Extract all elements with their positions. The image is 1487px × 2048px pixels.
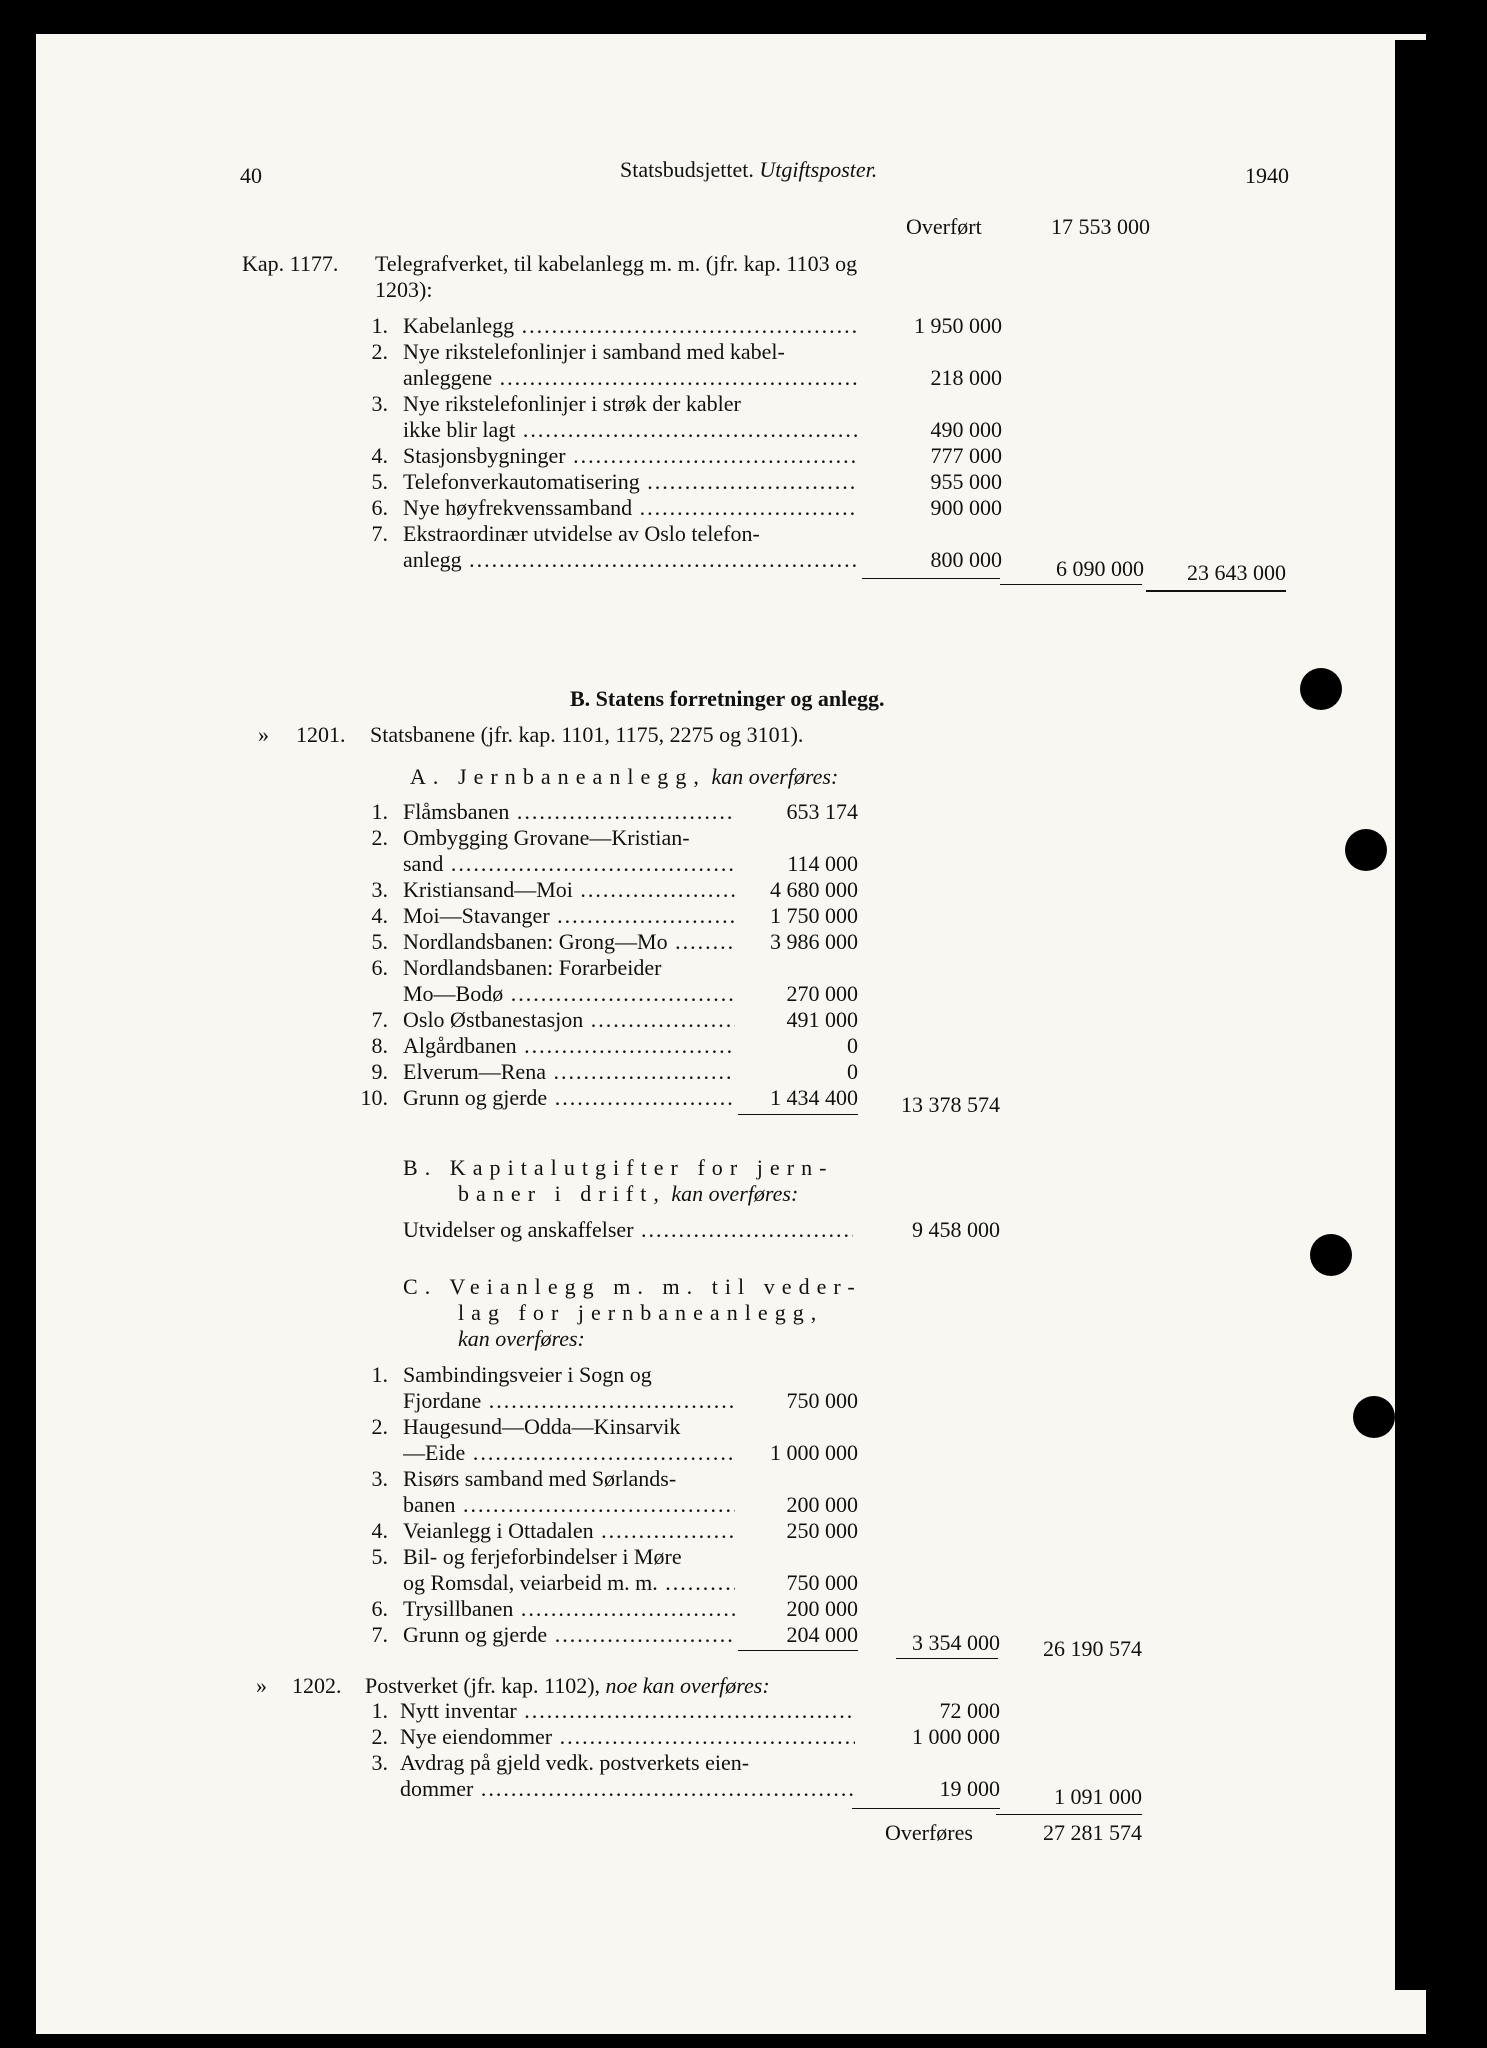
- item-amount: 250 000: [786, 1518, 858, 1543]
- rule: [862, 578, 1000, 579]
- rule: [852, 1808, 1000, 1809]
- item-number: 6.: [371, 1596, 388, 1621]
- item-number: 3.: [371, 1466, 388, 1491]
- kap-1201-a-heading: [410, 764, 838, 790]
- item-amount: 1 434 400: [770, 1085, 858, 1110]
- page-number: 40: [240, 163, 262, 188]
- item-label-cont: banen .....: [403, 1492, 735, 1518]
- item-label: Sambindingsveier i Sogn og: [403, 1362, 652, 1387]
- item-label: Stasjonsbygninger .....: [403, 443, 858, 469]
- kap-1201-a-heading-italic: kan overføres:: [711, 764, 839, 789]
- section-b-title: B. Statens forretninger og anlegg.: [570, 686, 885, 711]
- item-number: 9.: [371, 1059, 388, 1084]
- item-amount: 114 000: [787, 851, 858, 876]
- punch-hole: [1310, 1234, 1352, 1276]
- item-number: 7.: [371, 1007, 388, 1032]
- overfort-amount: 17 553 000: [1051, 214, 1150, 239]
- kap-1202-mark: »: [256, 1673, 267, 1698]
- kap-1201-b-item-amount: 9 458 000: [912, 1217, 1000, 1242]
- year: 1940: [1245, 163, 1289, 188]
- item-number: 2.: [371, 1414, 388, 1439]
- item-label: Kristiansand—Moi .....: [403, 877, 735, 903]
- item-amount: 3 986 000: [770, 929, 858, 954]
- item-label: Oslo Østbanestasjon .....: [403, 1007, 735, 1033]
- overfores-amount: 27 281 574: [1043, 1820, 1142, 1845]
- kap-1201-c-heading-cont: lag for jernbaneanlegg,: [458, 1300, 824, 1325]
- kap-1201-c-subtotal: 3 354 000: [912, 1630, 1000, 1655]
- item-amount: 72 000: [939, 1698, 1000, 1723]
- item-label: Bil- og ferjeforbindelser i Møre: [403, 1544, 682, 1569]
- kap-1201-b-heading-text: baner i drift,: [458, 1181, 666, 1206]
- item-amount: 218 000: [930, 365, 1002, 390]
- kap-1201-b-heading-italic: kan overføres:: [671, 1181, 799, 1206]
- item-number: 3.: [371, 1750, 388, 1775]
- kap-1201-number: 1201.: [296, 722, 346, 747]
- item-number: 1.: [371, 799, 388, 824]
- item-label: Avdrag på gjeld vedk. postverkets eien-: [400, 1750, 750, 1775]
- item-amount: 204 000: [786, 1622, 858, 1647]
- item-label-cont: Fjordane .....: [403, 1388, 735, 1414]
- item-number: 2.: [371, 339, 388, 364]
- item-label: Kabelanlegg .....: [403, 313, 858, 339]
- item-label: Algårdbanen .....: [403, 1033, 735, 1059]
- item-label: Grunn og gjerde .....: [403, 1622, 735, 1648]
- kap-1201-b-heading-cont: [458, 1181, 798, 1207]
- item-amount: 4 680 000: [770, 877, 858, 902]
- item-label: Ombygging Grovane—Kristian-: [403, 825, 690, 850]
- item-amount: 900 000: [930, 495, 1002, 520]
- kap-1177-title: Telegrafverket, til kabelanlegg m. m. (jfr. kap. 1103 og: [375, 251, 858, 276]
- item-label: Risørs samband med Sørlands-: [403, 1466, 677, 1491]
- running-head: [620, 157, 877, 183]
- item-number: 7.: [371, 521, 388, 546]
- scan-edge-right: [1395, 40, 1455, 1990]
- item-label: Veianlegg i Ottadalen .....: [403, 1518, 735, 1544]
- item-number: 8.: [371, 1033, 388, 1058]
- item-label-cont: —Eide .....: [403, 1440, 735, 1466]
- item-number: 3.: [371, 391, 388, 416]
- item-number: 1.: [371, 313, 388, 338]
- item-number: 6.: [371, 495, 388, 520]
- item-amount: 955 000: [930, 469, 1002, 494]
- item-amount: 19 000: [939, 1776, 1000, 1801]
- item-label: Grunn og gjerde .....: [403, 1085, 735, 1111]
- kap-1201-b-item-label: Utvidelser og anskaffelser .....: [403, 1217, 853, 1243]
- kap-1177-prefix: Kap. 1177.: [242, 251, 339, 276]
- item-number: 7.: [371, 1622, 388, 1647]
- kap-1202-title-italic: noe kan overføres:: [605, 1673, 770, 1698]
- item-amount: 777 000: [930, 443, 1002, 468]
- kap-1202-title-text: Postverket (jfr. kap. 1102),: [365, 1673, 601, 1698]
- kap-1201-a-heading-text: A. Jernbaneanlegg,: [410, 764, 706, 789]
- kap-1202-total: 1 091 000: [1054, 1784, 1142, 1809]
- item-amount: 491 000: [786, 1007, 858, 1032]
- item-label-cont: og Romsdal, veiarbeid m. m. .....: [403, 1570, 735, 1596]
- item-label: Ekstraordinær utvidelse av Oslo telefon-: [403, 521, 760, 546]
- running-head-subtitle: Utgiftsposter.: [759, 157, 878, 182]
- item-label: Nordlandsbanen: Forarbeider: [403, 955, 662, 980]
- item-number: 1.: [371, 1698, 388, 1723]
- overfores-label: Overføres: [885, 1820, 973, 1845]
- item-number: 4.: [371, 443, 388, 468]
- kap-1177-running-total: 23 643 000: [1187, 560, 1286, 585]
- item-label: Trysillbanen .....: [403, 1596, 735, 1622]
- item-label-cont: dommer .....: [400, 1776, 855, 1802]
- item-amount: 200 000: [786, 1492, 858, 1517]
- item-number: 4.: [371, 1518, 388, 1543]
- kap-1201-b-heading: B. Kapitalutgifter for jern-: [403, 1155, 834, 1180]
- item-label: Nye rikstelefonlinjer i strøk der kabler: [403, 391, 741, 416]
- item-number: 5.: [371, 929, 388, 954]
- kap-1202-title: [365, 1673, 770, 1699]
- rule: [1146, 590, 1286, 592]
- kap-1177-title-cont: 1203):: [375, 277, 433, 302]
- rule: [1000, 584, 1142, 585]
- item-number: 4.: [371, 903, 388, 928]
- item-label: Moi—Stavanger .....: [403, 903, 735, 929]
- item-amount: 1 950 000: [914, 313, 1002, 338]
- item-number: 2.: [371, 1724, 388, 1749]
- item-label-cont: anlegg .....: [403, 547, 858, 573]
- item-label-cont: anleggene .....: [403, 365, 858, 391]
- item-label: Nye rikstelefonlinjer i samband med kabel-: [403, 339, 785, 364]
- item-label: Nytt inventar .....: [400, 1698, 855, 1724]
- rule: [996, 1814, 1142, 1815]
- item-number: 10.: [360, 1085, 388, 1110]
- item-number: 6.: [371, 955, 388, 980]
- rule: [896, 1658, 998, 1659]
- item-label: Nordlandsbanen: Grong—Mo .....: [403, 929, 735, 955]
- item-number: 2.: [371, 825, 388, 850]
- item-label: Telefonverkautomatisering .....: [403, 469, 858, 495]
- item-label: Nye eiendommer .....: [400, 1724, 855, 1750]
- item-amount: 653 174: [786, 799, 858, 824]
- item-label: Flåmsbanen .....: [403, 799, 735, 825]
- item-number: 3.: [371, 877, 388, 902]
- kap-1201-total: 26 190 574: [1043, 1636, 1142, 1661]
- item-amount: 200 000: [786, 1596, 858, 1621]
- item-label: Elverum—Rena .....: [403, 1059, 735, 1085]
- item-label-cont: ikke blir lagt .....: [403, 417, 858, 443]
- kap-1201-c-heading-italic: kan overføres:: [458, 1326, 585, 1351]
- item-amount: 800 000: [930, 547, 1002, 572]
- item-amount: 0: [847, 1033, 858, 1058]
- item-amount: 750 000: [786, 1388, 858, 1413]
- item-label: Nye høyfrekvenssamband .....: [403, 495, 858, 521]
- item-amount: 750 000: [786, 1570, 858, 1595]
- rule: [738, 1114, 858, 1115]
- kap-1201-mark: »: [258, 722, 269, 747]
- item-amount: 1 000 000: [770, 1440, 858, 1465]
- punch-hole: [1345, 829, 1387, 871]
- item-amount: 1 750 000: [770, 903, 858, 928]
- item-number: 5.: [371, 1544, 388, 1569]
- item-amount: 1 000 000: [912, 1724, 1000, 1749]
- kap-1202-number: 1202.: [292, 1673, 342, 1698]
- kap-1177-subtotal: 6 090 000: [1056, 556, 1144, 581]
- punch-hole: [1300, 668, 1342, 710]
- kap-1201-c-heading: C. Veianlegg m. m. til veder-: [403, 1274, 862, 1299]
- overfort-label: Overført: [906, 214, 982, 239]
- item-amount: 490 000: [930, 417, 1002, 442]
- kap-1201-a-subtotal: 13 378 574: [901, 1092, 1000, 1117]
- kap-1201-title: Statsbanene (jfr. kap. 1101, 1175, 2275 og 3101).: [370, 722, 804, 747]
- running-head-title: Statsbudsjettet.: [620, 157, 754, 182]
- item-label-cont: sand .....: [403, 851, 735, 877]
- item-number: 5.: [371, 469, 388, 494]
- item-label: Haugesund—Odda—Kinsarvik: [403, 1414, 681, 1439]
- item-amount: 0: [847, 1059, 858, 1084]
- item-label-cont: Mo—Bodø .....: [403, 981, 735, 1007]
- rule: [738, 1650, 858, 1651]
- punch-hole: [1353, 1396, 1395, 1438]
- item-number: 1.: [371, 1362, 388, 1387]
- item-amount: 270 000: [786, 981, 858, 1006]
